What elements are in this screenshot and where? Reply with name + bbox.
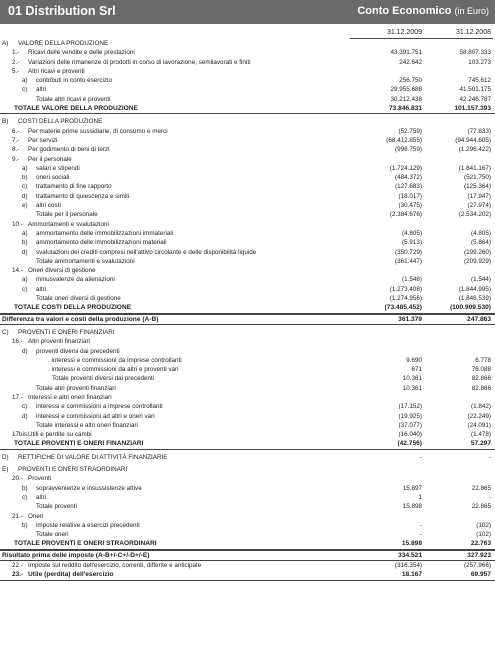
row-label: Risultato prima delle imposte (A-B+/-C+/-D+/-E) [2, 551, 150, 559]
row-code: d) [22, 192, 28, 200]
table-row [0, 493, 495, 502]
table-row [0, 85, 495, 94]
row-label: Per godimento di beni di terzi [28, 146, 110, 154]
table-row [0, 275, 495, 284]
value-2009: (19.925) [398, 412, 422, 420]
row-code: b) [22, 239, 28, 247]
value-2008: 69.957 [470, 571, 491, 579]
value-2008: 247.863 [467, 315, 491, 323]
value-2009: 242.642 [399, 58, 422, 66]
row-code: c) [22, 183, 28, 191]
value-2008: 22.865 [471, 484, 491, 492]
value-2009: (361.447) [395, 257, 422, 265]
value-2009: (127.683) [395, 183, 422, 191]
value-2009: (17.152) [398, 403, 422, 411]
row-label: salari e stipendi [36, 164, 80, 172]
row-code: d) [22, 347, 28, 355]
row-label: PROVENTI E ONERI STRAORDINARI [18, 466, 128, 474]
table-row [0, 127, 495, 136]
value-2009: 334.521 [398, 551, 422, 559]
value-2009: (1.273.408) [389, 285, 422, 293]
row-label: Oneri [28, 512, 44, 520]
row-code: a) [22, 276, 28, 284]
row-label: Totale per il personale [36, 211, 98, 219]
value-2009: 361.379 [398, 315, 422, 323]
row-code: a) [22, 77, 28, 85]
value-2008: 6.778 [475, 356, 491, 364]
row-code: 10.- [12, 220, 23, 228]
row-label: Utile (perdita) dell'esercizio [28, 571, 114, 579]
row-label: ammortamento delle immobilizzazioni materiali [36, 239, 167, 247]
row-label: TOTALE PROVENTI E ONERI FINANZIARI [14, 440, 144, 448]
value-2008: (100.909.530) [449, 304, 491, 312]
table-row [0, 48, 495, 57]
table-row [0, 257, 495, 266]
row-label: Totale interessi e altri oneri finanziari [36, 421, 138, 429]
table-row [0, 39, 495, 48]
table-row [0, 294, 495, 303]
table-row [0, 430, 495, 439]
row-label: altri costi [36, 202, 61, 210]
value-2008: (1.296.422) [458, 146, 491, 154]
row-label: sopravvenienze e insussistenze attive [36, 484, 142, 492]
table-row [0, 439, 495, 449]
row-code: C) [2, 328, 9, 336]
row-label: imposte relative a esercizi precedenti [36, 521, 140, 529]
value-2008: (209.929) [464, 257, 491, 265]
row-label: Imposte sul reddito dell'esercizio, correnti, differite e anticipate [28, 562, 202, 570]
value-2008: 103.273 [468, 58, 491, 66]
value-2009: 73.846.831 [388, 105, 422, 113]
row-code: 21.- [12, 512, 23, 520]
table-row [0, 58, 495, 67]
value-2009: - [419, 531, 422, 539]
row-code: 20.- [12, 475, 23, 483]
value-2009: - [419, 521, 422, 529]
table-row [0, 570, 495, 580]
row-code: a) [22, 164, 28, 172]
table-row [0, 561, 495, 570]
row-label: Per servizi [28, 136, 58, 144]
row-code: c) [22, 403, 28, 411]
value-2008: 82.866 [471, 375, 491, 383]
value-2009: 10.361 [402, 384, 422, 392]
table-row [0, 136, 495, 145]
value-2008: (2.534.202) [458, 211, 491, 219]
table-row [0, 474, 495, 483]
row-label: proventi diversi dai precedenti [36, 347, 120, 355]
row-label: altri [36, 493, 47, 501]
value-2009: 30.212.438 [390, 95, 422, 103]
value-2008: (1.842) [471, 403, 491, 411]
row-code: 17.- [12, 393, 23, 401]
row-label: . interessi e commissioni da imprese controllanti [48, 356, 182, 364]
row-label: minusvalenze da alienazioni [36, 276, 115, 284]
column-header-row [0, 27, 495, 39]
value-2009: (5.913) [402, 239, 422, 247]
row-label: Proventi [28, 475, 52, 483]
row-label: VALORE DELLA PRODUZIONE [18, 40, 109, 47]
row-label: Totale ammortamenti e svalutazioni [36, 257, 135, 265]
value-2009: 15.897 [402, 484, 422, 492]
value-2009: (4.805) [402, 229, 422, 237]
value-2009: (350.729) [395, 248, 422, 256]
value-2008: (22.249) [467, 412, 491, 420]
value-2008: (102) [476, 521, 491, 529]
value-2009: 671 [411, 366, 422, 374]
statement-name: Conto Economico [357, 5, 452, 17]
value-2008: (102) [476, 531, 491, 539]
row-label: interessi e commissioni ad altri e oneri vari [36, 412, 155, 420]
row-label: . interessi e commissioni da altri e proventi vari [48, 366, 179, 374]
row-code: 22.- [12, 562, 23, 570]
row-label: Ricavi delle vendite e delle prestazioni [28, 49, 135, 57]
value-2008: (1.846.539) [458, 295, 491, 303]
table-row [0, 95, 495, 104]
value-2008: (1.844.995) [458, 285, 491, 293]
value-2009: (18.017) [398, 192, 422, 200]
value-2009: (16.040) [398, 431, 422, 439]
value-2009: (52.759) [398, 127, 422, 135]
row-label: TOTALE VALORE DELLA PRODUZIONE [14, 105, 138, 113]
table-row [0, 337, 495, 346]
row-code: b) [22, 521, 28, 529]
row-label: Differenza tra valori e costi della produzione (A-B) [2, 315, 159, 323]
value-2008: (1.841.167) [458, 164, 491, 172]
value-2008: 22.865 [471, 503, 491, 511]
value-2008: (27.974) [467, 202, 491, 210]
value-2009: (73.485.452) [384, 304, 422, 312]
income-statement-table [0, 27, 495, 581]
value-2009: (1.548) [402, 276, 422, 284]
row-label: Altri proventi finanziari [28, 338, 90, 346]
value-2008: (1.478) [471, 431, 491, 439]
row-code: e) [22, 202, 28, 210]
value-2009: (68.412.855) [386, 136, 422, 144]
row-label: Totale oneri diversi di gestione [36, 295, 121, 303]
table-row [0, 384, 495, 393]
value-2008: (257.966) [464, 562, 491, 570]
table-row [0, 550, 495, 561]
column-header-2008: 31.12.2008 [455, 29, 491, 36]
value-2008: 41.501.175 [459, 86, 491, 94]
row-code: b) [22, 174, 28, 182]
table-row [0, 229, 495, 238]
row-code: 2.- [12, 58, 20, 66]
row-label: TOTALE COSTI DELLA PRODUZIONE [14, 304, 132, 312]
row-code: 16.- [12, 338, 23, 346]
value-2008: 327.923 [467, 551, 491, 559]
value-2009: (37.077) [398, 421, 422, 429]
value-2008: 42.246.787 [459, 95, 491, 103]
row-label: TOTALE PROVENTI E ONERI STRAORDINARI [14, 540, 157, 548]
value-2009: (42.756) [397, 440, 422, 448]
row-label: contributi in conto esercizio [36, 77, 112, 85]
value-2009: 10.361 [402, 375, 422, 383]
value-2008: (521.750) [464, 174, 491, 182]
row-code: 8.- [12, 146, 20, 154]
value-2008: 58.807.333 [459, 49, 491, 57]
row-code: B) [2, 118, 9, 126]
table-row [0, 512, 495, 521]
table-row [0, 347, 495, 356]
value-2008: 22.763 [470, 540, 491, 548]
row-label: trattamento di fine rapporto [36, 183, 112, 191]
table-row [0, 374, 495, 383]
row-label: Totale proventi [36, 503, 77, 511]
value-2009: 1 [418, 493, 422, 501]
value-2009: 43.391.751 [390, 49, 422, 57]
value-2008: (77.833) [467, 127, 491, 135]
row-label: oneri sociali [36, 174, 70, 182]
row-code: c) [22, 493, 28, 501]
table-row [0, 303, 495, 313]
table-row [0, 173, 495, 182]
row-label: Totale altri proventi finanziari [36, 384, 116, 392]
row-code: 5.- [12, 67, 20, 75]
value-2009: (484.372) [395, 174, 422, 182]
value-2009: - [419, 453, 422, 461]
value-2009: 15.898 [401, 540, 422, 548]
row-label: Totale altri ricavi e proventi [36, 95, 111, 103]
table-row [0, 412, 495, 421]
table-row [0, 201, 495, 210]
table-row [0, 530, 495, 539]
row-code: d) [22, 412, 28, 420]
row-code: 1.- [12, 49, 20, 57]
value-2009: (1.274.956) [389, 295, 422, 303]
row-code: a) [22, 229, 28, 237]
value-2009: (2.384.676) [389, 211, 422, 219]
row-label: interessi e commissioni a imprese controllanti [36, 403, 163, 411]
row-label: Altri ricavi e proventi [28, 67, 85, 75]
table-row [0, 314, 495, 325]
row-code: D) [2, 453, 9, 461]
table-row [0, 104, 495, 114]
table-row [0, 393, 495, 402]
row-label: Interessi e altri oneri finanziari [28, 393, 112, 401]
row-label: RETTIFICHE DI VALORE DI ATTIVITÀ FINANZIARIE [18, 453, 168, 461]
row-label: trattamento di quiescenza e simili [36, 192, 130, 200]
row-code: 9.- [12, 155, 20, 163]
row-code: 14.- [12, 267, 23, 275]
value-2008: 745.612 [468, 77, 491, 85]
row-label: altri [36, 86, 47, 94]
table-row [0, 356, 495, 365]
company-name: 01 Distribution Srl [8, 4, 116, 18]
table-row [0, 76, 495, 85]
value-2008: 101.157.393 [454, 105, 491, 113]
value-2008: (4.805) [471, 229, 491, 237]
value-2008: (94.944.605) [455, 136, 491, 144]
value-2008: (5.864) [471, 239, 491, 247]
value-2008: (125.364) [464, 183, 491, 191]
row-label: Per il personale [28, 155, 72, 163]
value-2008: (24.091) [467, 421, 491, 429]
row-label: Totale proventi diversi dai precedenti [52, 375, 155, 383]
table-row [0, 402, 495, 411]
row-label: Ammortamenti e svalutazioni [28, 220, 109, 228]
table-row [0, 465, 495, 474]
table-row [0, 155, 495, 164]
row-code: d) [22, 248, 28, 256]
row-code: 23.- [12, 571, 24, 579]
row-code: c) [22, 86, 28, 94]
table-row [0, 145, 495, 154]
row-label: PROVENTI E ONERI FINANZIARI [18, 328, 115, 336]
value-2009: (316.354) [395, 562, 422, 570]
table-row [0, 521, 495, 530]
table-row [0, 117, 495, 126]
row-code: 7.- [12, 136, 20, 144]
value-2008: (199.260) [464, 248, 491, 256]
row-label: svalutazioni dei crediti compresi nell'attivo circolante e delle disponibilità liquide [36, 248, 257, 256]
table-row [0, 248, 495, 257]
value-2009: (998.759) [395, 146, 422, 154]
table-row [0, 453, 495, 462]
table-row [0, 192, 495, 201]
row-label: Utili e perdite su cambi [28, 431, 92, 439]
row-code: 17bis. [12, 431, 29, 439]
value-2008: 82.866 [471, 384, 491, 392]
value-2009: 256.750 [399, 77, 422, 85]
statement-title [357, 5, 489, 17]
value-2008: - [488, 453, 491, 461]
row-label: Variazioni delle rimanenze di prodotti in corso di lavorazione, semilavorati e finiti [28, 58, 251, 66]
row-code: A) [2, 40, 9, 47]
value-2008: 57.297 [470, 440, 491, 448]
value-2008: (1.544) [471, 276, 491, 284]
row-code: E) [2, 466, 9, 474]
row-label: ammortamento delle immobilizzazioni immateriali [36, 229, 174, 237]
value-2009: 15.898 [402, 503, 422, 511]
value-2009: (30.475) [398, 202, 422, 210]
row-label: COSTI DELLA PRODUZIONE [18, 118, 103, 126]
table-row [0, 266, 495, 275]
value-2009: 18.167 [401, 571, 422, 579]
value-2008: - [488, 493, 491, 501]
table-row [0, 67, 495, 76]
row-label: altri [36, 285, 47, 293]
table-row [0, 285, 495, 294]
column-header-2009: 31.12.2009 [386, 29, 422, 36]
table-row [0, 182, 495, 191]
table-row [0, 164, 495, 173]
table-row [0, 365, 495, 374]
table-row [0, 220, 495, 229]
row-code: b) [22, 484, 28, 492]
row-label: Per materie prime sussidiarie, di consumo e merci [28, 127, 168, 135]
value-2008: 76.088 [471, 366, 491, 374]
table-row [0, 502, 495, 511]
value-2009: 29.955.688 [390, 86, 422, 94]
table-row [0, 238, 495, 247]
table-row [0, 328, 495, 337]
table-row [0, 210, 495, 219]
row-label: Oneri diversi di gestione [28, 267, 96, 275]
currency-note: (in Euro) [454, 6, 489, 16]
table-row [0, 539, 495, 549]
table-row [0, 421, 495, 430]
value-2008: (17.947) [467, 192, 491, 200]
row-code: 6.- [12, 127, 20, 135]
title-bar [0, 0, 495, 24]
row-code: c) [22, 285, 28, 293]
value-2009: (1.724.129) [389, 164, 422, 172]
value-2009: 9.690 [406, 356, 422, 364]
table-row [0, 484, 495, 493]
row-label: Totale oneri [36, 531, 69, 539]
